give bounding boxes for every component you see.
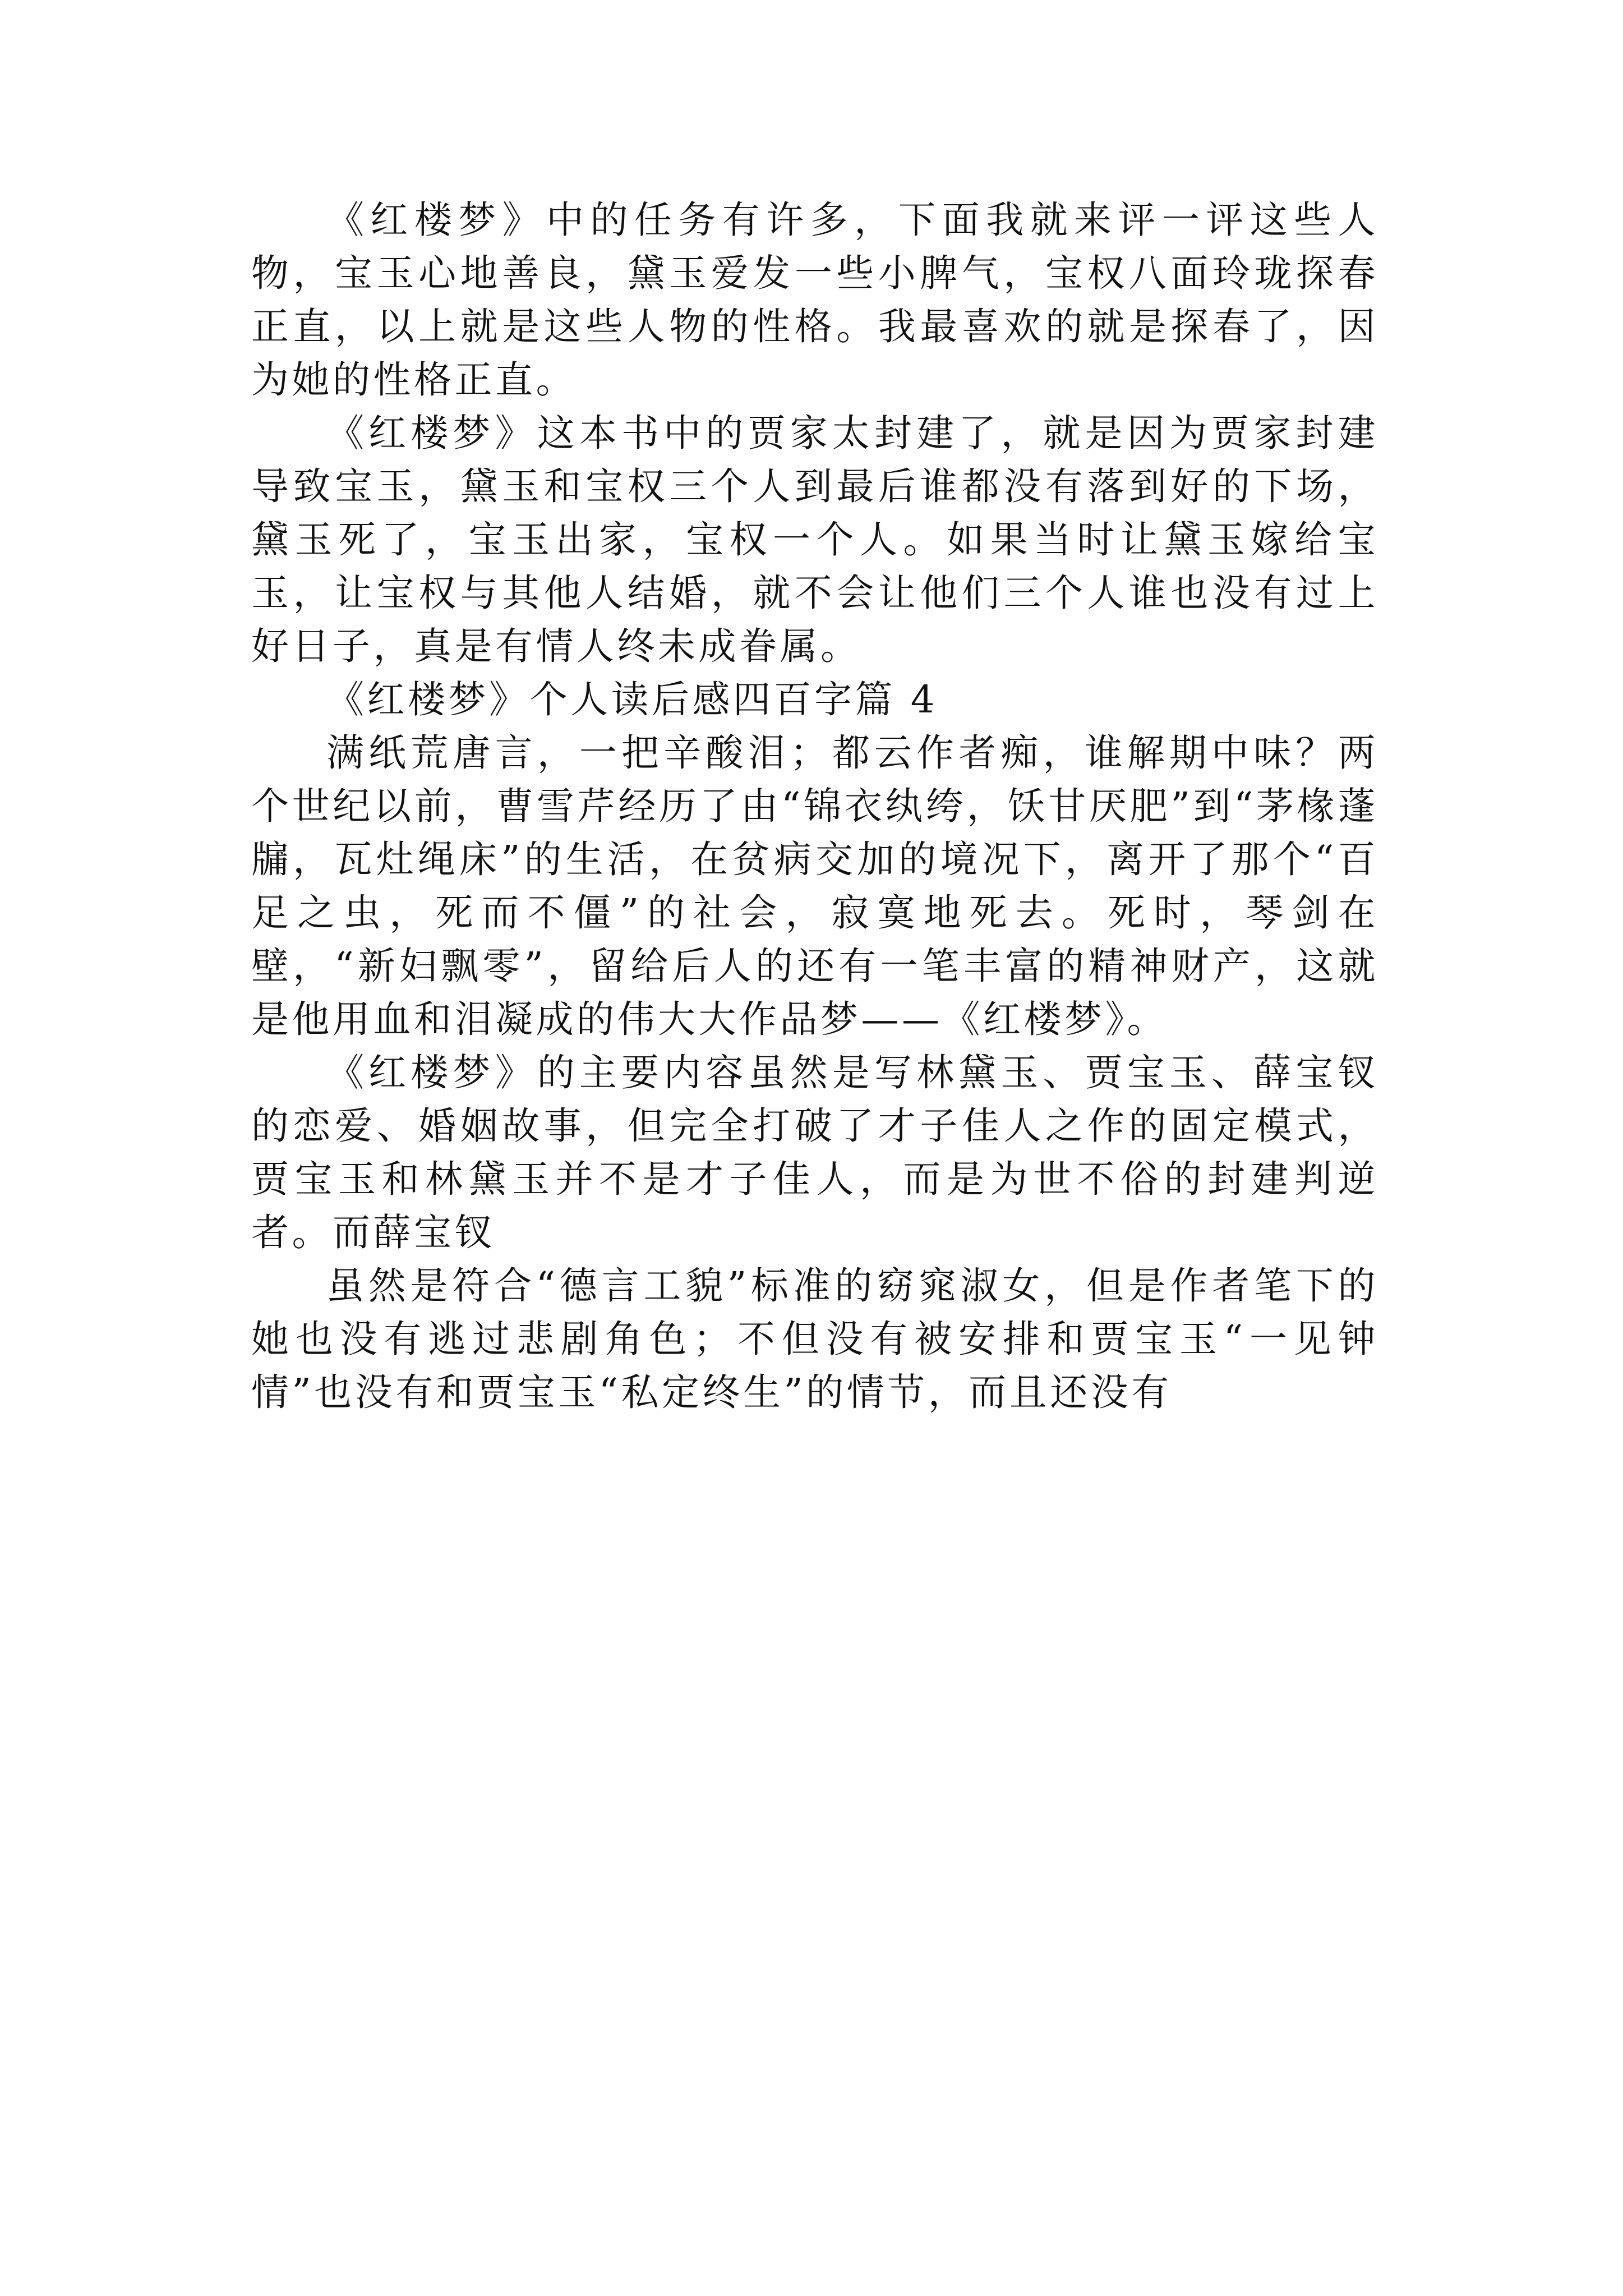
- paragraph-cao-xueqin: 满纸荒唐言，一把辛酸泪；都云作者痴，谁解期中味？两个世纪以前，曹雪芹经历了由“锦衣纨绔，饫甘厌肥”到“茅椽蓬牖，瓦灶绳床”的生活，在贫病交加的境况下，离开了那个“百足之虫，死而不僵”的社会，寂寞地死去。死时，琴剑在壁，“新妇飘零”，留给后人的还有一笔丰富的精神财产，这就是他用血和泪凝成的伟大大作品梦——《红楼梦》。: [251, 731, 1378, 1041]
- document-body: [251, 194, 1378, 1419]
- paragraph-character-review: 《红楼梦》中的任务有许多，下面我就来评一评这些人物，宝玉心地善良，黛玉爱发一些小脾气，宝权八面玲珑探春正直，以上就是这些人物的性格。我最喜欢的就是探春了，因为她的性格正直。: [251, 198, 1378, 402]
- paragraph-jia-family: 《红楼梦》这本书中的贾家太封建了，就是因为贾家封建导致宝玉，黛玉和宝权三个人到最后谁都没有落到好的下场，黛玉死了，宝玉出家，宝权一个人。如果当时让黛玉嫁给宝玉，让宝权与其他人结婚，就不会让他们三个人谁也没有过上好日子，真是有情人终未成眷属。: [251, 411, 1378, 668]
- paragraph-xue-baochai: 虽然是符合“德言工貌”标准的窈窕淑女，但是作者笔下的她也没有逃过悲剧角色；不但没有被安排和贾宝玉“一见钟情”也没有和贾宝玉“私定终生”的情节，而且还没有: [251, 1264, 1378, 1414]
- section-heading: 《红楼梦》个人读后感四百字篇 4: [326, 678, 938, 721]
- paragraph-main-content: 《红楼梦》的主要内容虽然是写林黛玉、贾宝玉、薛宝钗的恋爱、婚姻故事，但完全打破了才子佳人之作的固定模式，贾宝玉和林黛玉并不是才子佳人，而是为世不俗的封建判逆者。而薛宝钗: [251, 1051, 1378, 1254]
